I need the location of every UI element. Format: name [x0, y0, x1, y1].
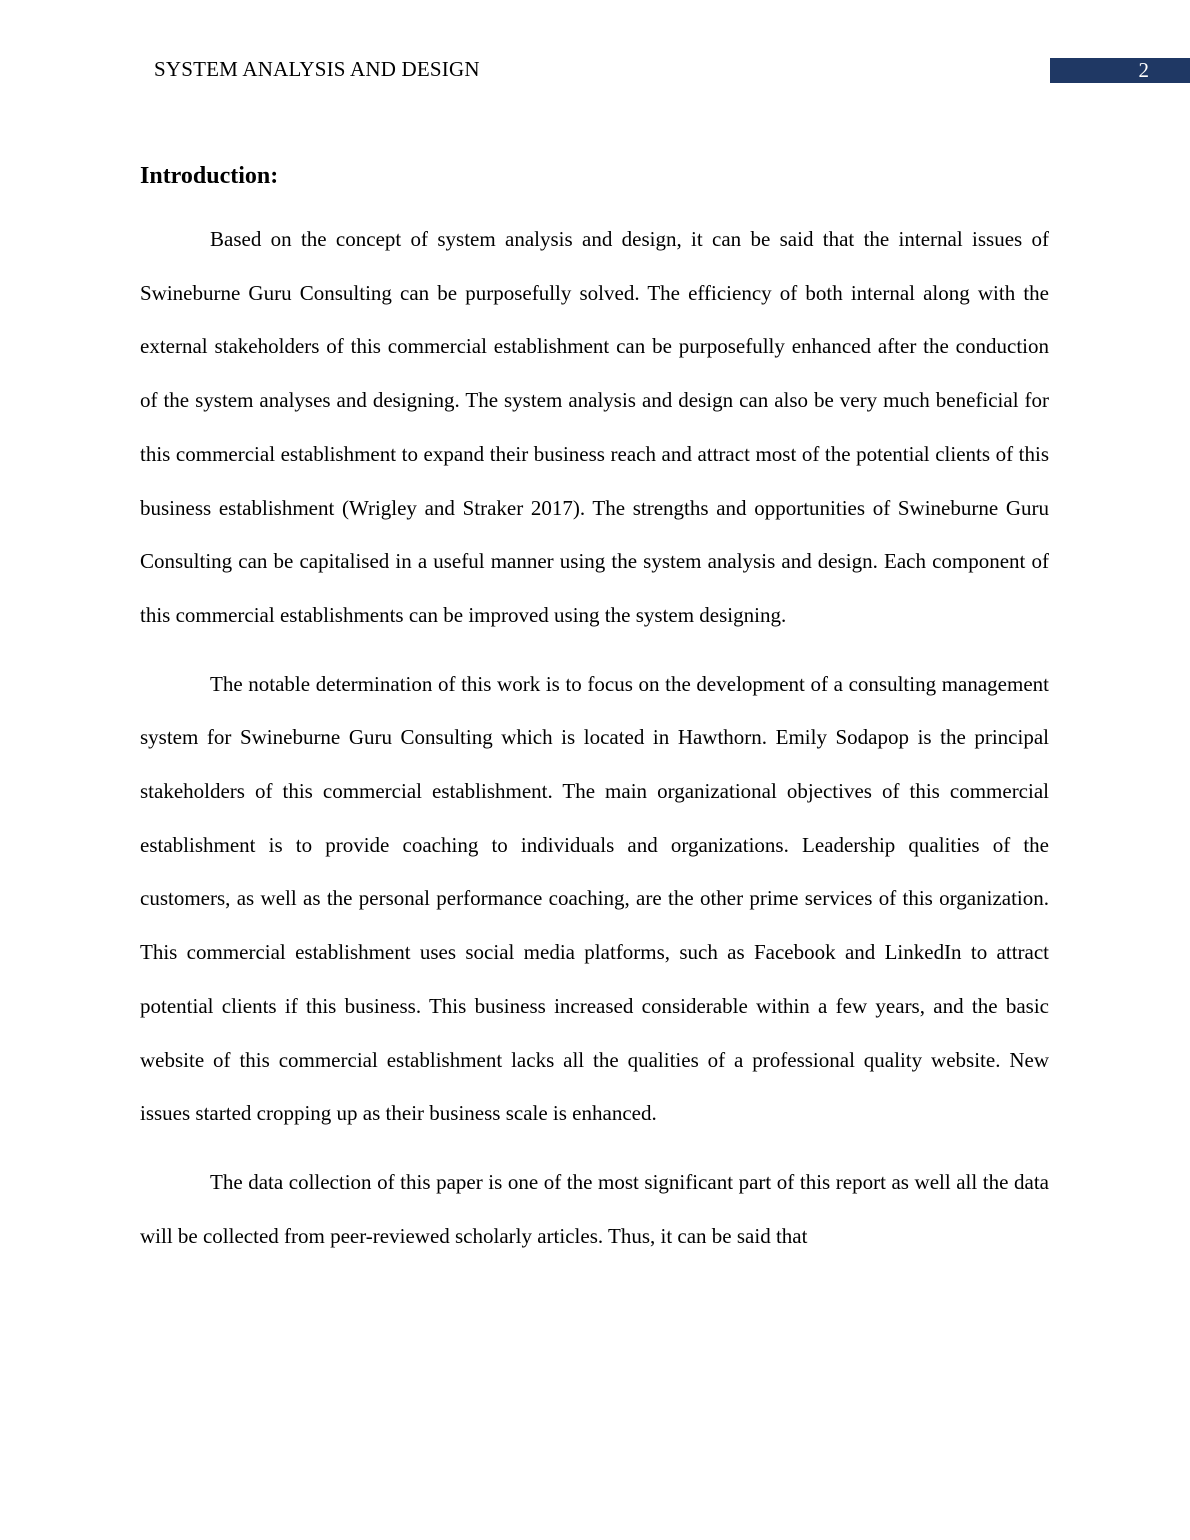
body-text	[140, 213, 1049, 1278]
paragraph-2: The notable determination of this work is to focus on the development of a consulting management system for Swineburne Guru Consulting which is located in Hawthorn. Emily Sodapop is the principal stakeholders of this commercial establishment. The main organizational objectives of this commercial establishment is to provide coaching to individuals and organizations. Leadership qualities of the customers, as well as the personal performance coaching, are the other prime services of this organization. This commercial establishment uses social media platforms, such as Facebook and LinkedIn to attract potential clients if this business. This business increased considerable within a few years, and the basic website of this commercial establishment lacks all the qualities of a professional quality website. New issues started cropping up as their business scale is enhanced.	[140, 671, 1049, 1126]
paragraph-3: The data collection of this paper is one of the most significant part of this report as well all the data will be collected from peer-reviewed scholarly articles. Thus, it can be said that	[140, 1169, 1049, 1248]
paragraph-1: Based on the concept of system analysis and design, it can be said that the internal issues of Swineburne Guru Consulting can be purposefully solved. The efficiency of both internal along with the external stakeholders of this commercial establishment can be purposefully enhanced after the conduction of the system analyses and designing. The system analysis and design can also be very much beneficial for this commercial establishment to expand their business reach and attract most of the potential clients of this business establishment (Wrigley and Straker 2017). The strengths and opportunities of Swineburne Guru Consulting can be capitalised in a useful manner using the system analysis and design. Each component of this commercial establishments can be improved using the system designing.	[140, 227, 1049, 627]
running-head: SYSTEM ANALYSIS AND DESIGN	[154, 57, 480, 81]
page-number-bar	[1050, 58, 1190, 83]
page-number: 2	[1138, 58, 1149, 82]
section-heading: Introduction:	[140, 163, 279, 189]
